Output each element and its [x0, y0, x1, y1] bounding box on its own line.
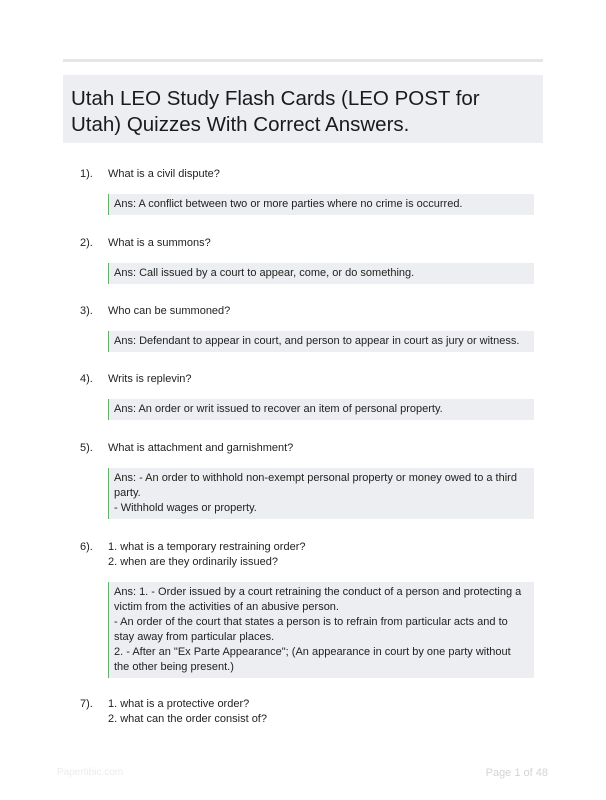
- question-line: Who can be summoned?: [108, 305, 231, 317]
- top-rule: [63, 59, 543, 62]
- question-number: 1).: [80, 168, 93, 180]
- question-line: 2. what can the order consist of?: [108, 713, 267, 725]
- answer-line: - An order of the court that states a person is to refrain from particular acts and to stay away from particular places.: [114, 616, 508, 643]
- qa-item: [80, 167, 540, 215]
- question-number: 4).: [80, 373, 93, 385]
- qa-item: [80, 236, 540, 284]
- question-text: [108, 441, 540, 456]
- question-text: [108, 304, 540, 319]
- footer-watermark: Papertibic.com: [57, 767, 124, 778]
- question-text: [108, 372, 540, 387]
- question-number: 3).: [80, 305, 93, 317]
- answer-line: Ans: Call issued by a court to appear, come, or do something.: [114, 267, 415, 279]
- answer-line: - Withhold wages or property.: [114, 502, 257, 514]
- answer-box: [108, 331, 534, 352]
- document-title: Utah LEO Study Flash Cards (LEO POST for Utah) Quizzes With Correct Answers.: [71, 87, 480, 136]
- question-line: 1. what is a protective order?: [108, 698, 250, 710]
- question-number: 6).: [80, 541, 93, 553]
- question-text: [108, 167, 540, 182]
- answer-line: 2. - After an "Ex Parte Appearance"; (An appearance in court by one party without the other being present.): [114, 646, 511, 673]
- qa-item: [80, 304, 540, 352]
- question-number: 5).: [80, 442, 93, 454]
- question-line: What is attachment and garnishment?: [108, 442, 294, 454]
- question-line: 2. when are they ordinarily issued?: [108, 556, 278, 568]
- answer-box: [108, 468, 534, 519]
- question-number: 7).: [80, 698, 93, 710]
- question-number: 2).: [80, 237, 93, 249]
- page-number: Page 1 of 48: [485, 767, 548, 779]
- answer-line: Ans: 1. - Order issued by a court retraining the conduct of a person and protecting a victim from the activities of an abusive person.: [114, 586, 522, 613]
- question-line: What is a civil dispute?: [108, 168, 220, 180]
- answer-line: Ans: Defendant to appear in court, and person to appear in court as jury or witness.: [114, 335, 520, 347]
- qa-item: [80, 372, 540, 420]
- answer-box: [108, 263, 534, 284]
- question-text: [108, 697, 540, 727]
- answer-box: [108, 399, 534, 420]
- answer-box: [108, 194, 534, 215]
- answer-line: Ans: A conflict between two or more parties where no crime is occurred.: [114, 198, 463, 210]
- title-box: [63, 75, 543, 143]
- question-line: Writs is replevin?: [108, 373, 192, 385]
- answer-line: Ans: - An order to withhold non-exempt personal property or money owed to a third party.: [114, 472, 517, 499]
- qa-item: [80, 697, 540, 727]
- qa-item: [80, 441, 540, 519]
- question-text: [108, 540, 540, 570]
- question-line: 1. what is a temporary restraining order?: [108, 541, 306, 553]
- question-line: What is a summons?: [108, 237, 211, 249]
- question-text: [108, 236, 540, 251]
- qa-item: [80, 540, 540, 678]
- answer-box: [108, 582, 534, 678]
- answer-line: Ans: An order or writ issued to recover an item of personal property.: [114, 403, 443, 415]
